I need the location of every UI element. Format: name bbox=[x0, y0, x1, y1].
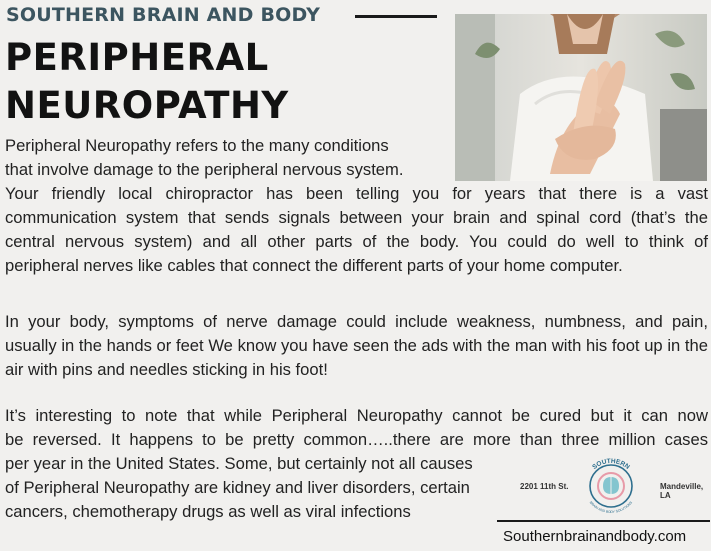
intro-line-4: communication system that sends signals between your brain and spinal cord (that’s the bbox=[5, 208, 708, 227]
website-url: Southernbrainandbody.com bbox=[503, 528, 687, 545]
hand-pain-photo bbox=[455, 14, 707, 181]
address-city: Mandeville, LA bbox=[660, 482, 704, 500]
svg-text:SOUTHERN bbox=[591, 458, 631, 471]
logo-arc-top: SOUTHERN bbox=[591, 457, 631, 471]
causes-line-5: cancers, chemotherapy drugs as well as viral infections bbox=[5, 502, 411, 521]
intro-line-1: Peripheral Neuropathy refers to the many conditions bbox=[5, 136, 389, 155]
paragraph-intro bbox=[5, 134, 445, 182]
clinic-logo-block bbox=[520, 456, 710, 516]
paragraph-causes-continued bbox=[5, 452, 505, 524]
causes-line-4: of Peripheral Neuropathy are kidney and liver disorders, certain bbox=[5, 478, 470, 497]
page-title bbox=[5, 34, 289, 130]
intro-line-5: central nervous system) and all other parts of the body. You could do well to think of bbox=[5, 232, 708, 251]
paragraph-symptoms: In your body, symptoms of nerve damage could include weakness, numbness, and pain, usually in the hands or feet We know you have seen the ads with the man with his foot up in the air with pins and needles sticking in his foot! bbox=[5, 312, 708, 379]
logo-arc-bottom: BRAIN AND BODY SOLUTIONS bbox=[588, 500, 634, 515]
causes-line-1: It’s interesting to note that while Peripheral Neuropathy cannot be cured but it can now bbox=[5, 406, 708, 425]
intro-line-6: peripheral nerves like cables that connect the different parts of your home computer. bbox=[5, 256, 623, 275]
footer-divider bbox=[497, 520, 710, 522]
address-street: 2201 11th St. bbox=[520, 482, 569, 491]
paragraph-causes bbox=[5, 404, 708, 452]
intro-line-3: Your friendly local chiropractor has been telling you for years that there is a vast bbox=[5, 184, 708, 203]
brand-name: SOUTHERN BRAIN AND BODY bbox=[6, 4, 321, 26]
causes-line-2: be reversed. It happens to be pretty common…..there are more than three million cases bbox=[5, 430, 708, 449]
title-line-1: PERIPHERAL bbox=[5, 36, 269, 79]
intro-line-2: that involve damage to the peripheral nervous system. bbox=[5, 160, 404, 179]
title-line-2: NEUROPATHY bbox=[5, 84, 289, 127]
paragraph-intro-continued bbox=[5, 182, 708, 278]
brain-logo-icon bbox=[576, 456, 646, 516]
brand-divider bbox=[355, 15, 437, 18]
causes-line-3: per year in the United States. Some, but certainly not all causes bbox=[5, 454, 473, 473]
